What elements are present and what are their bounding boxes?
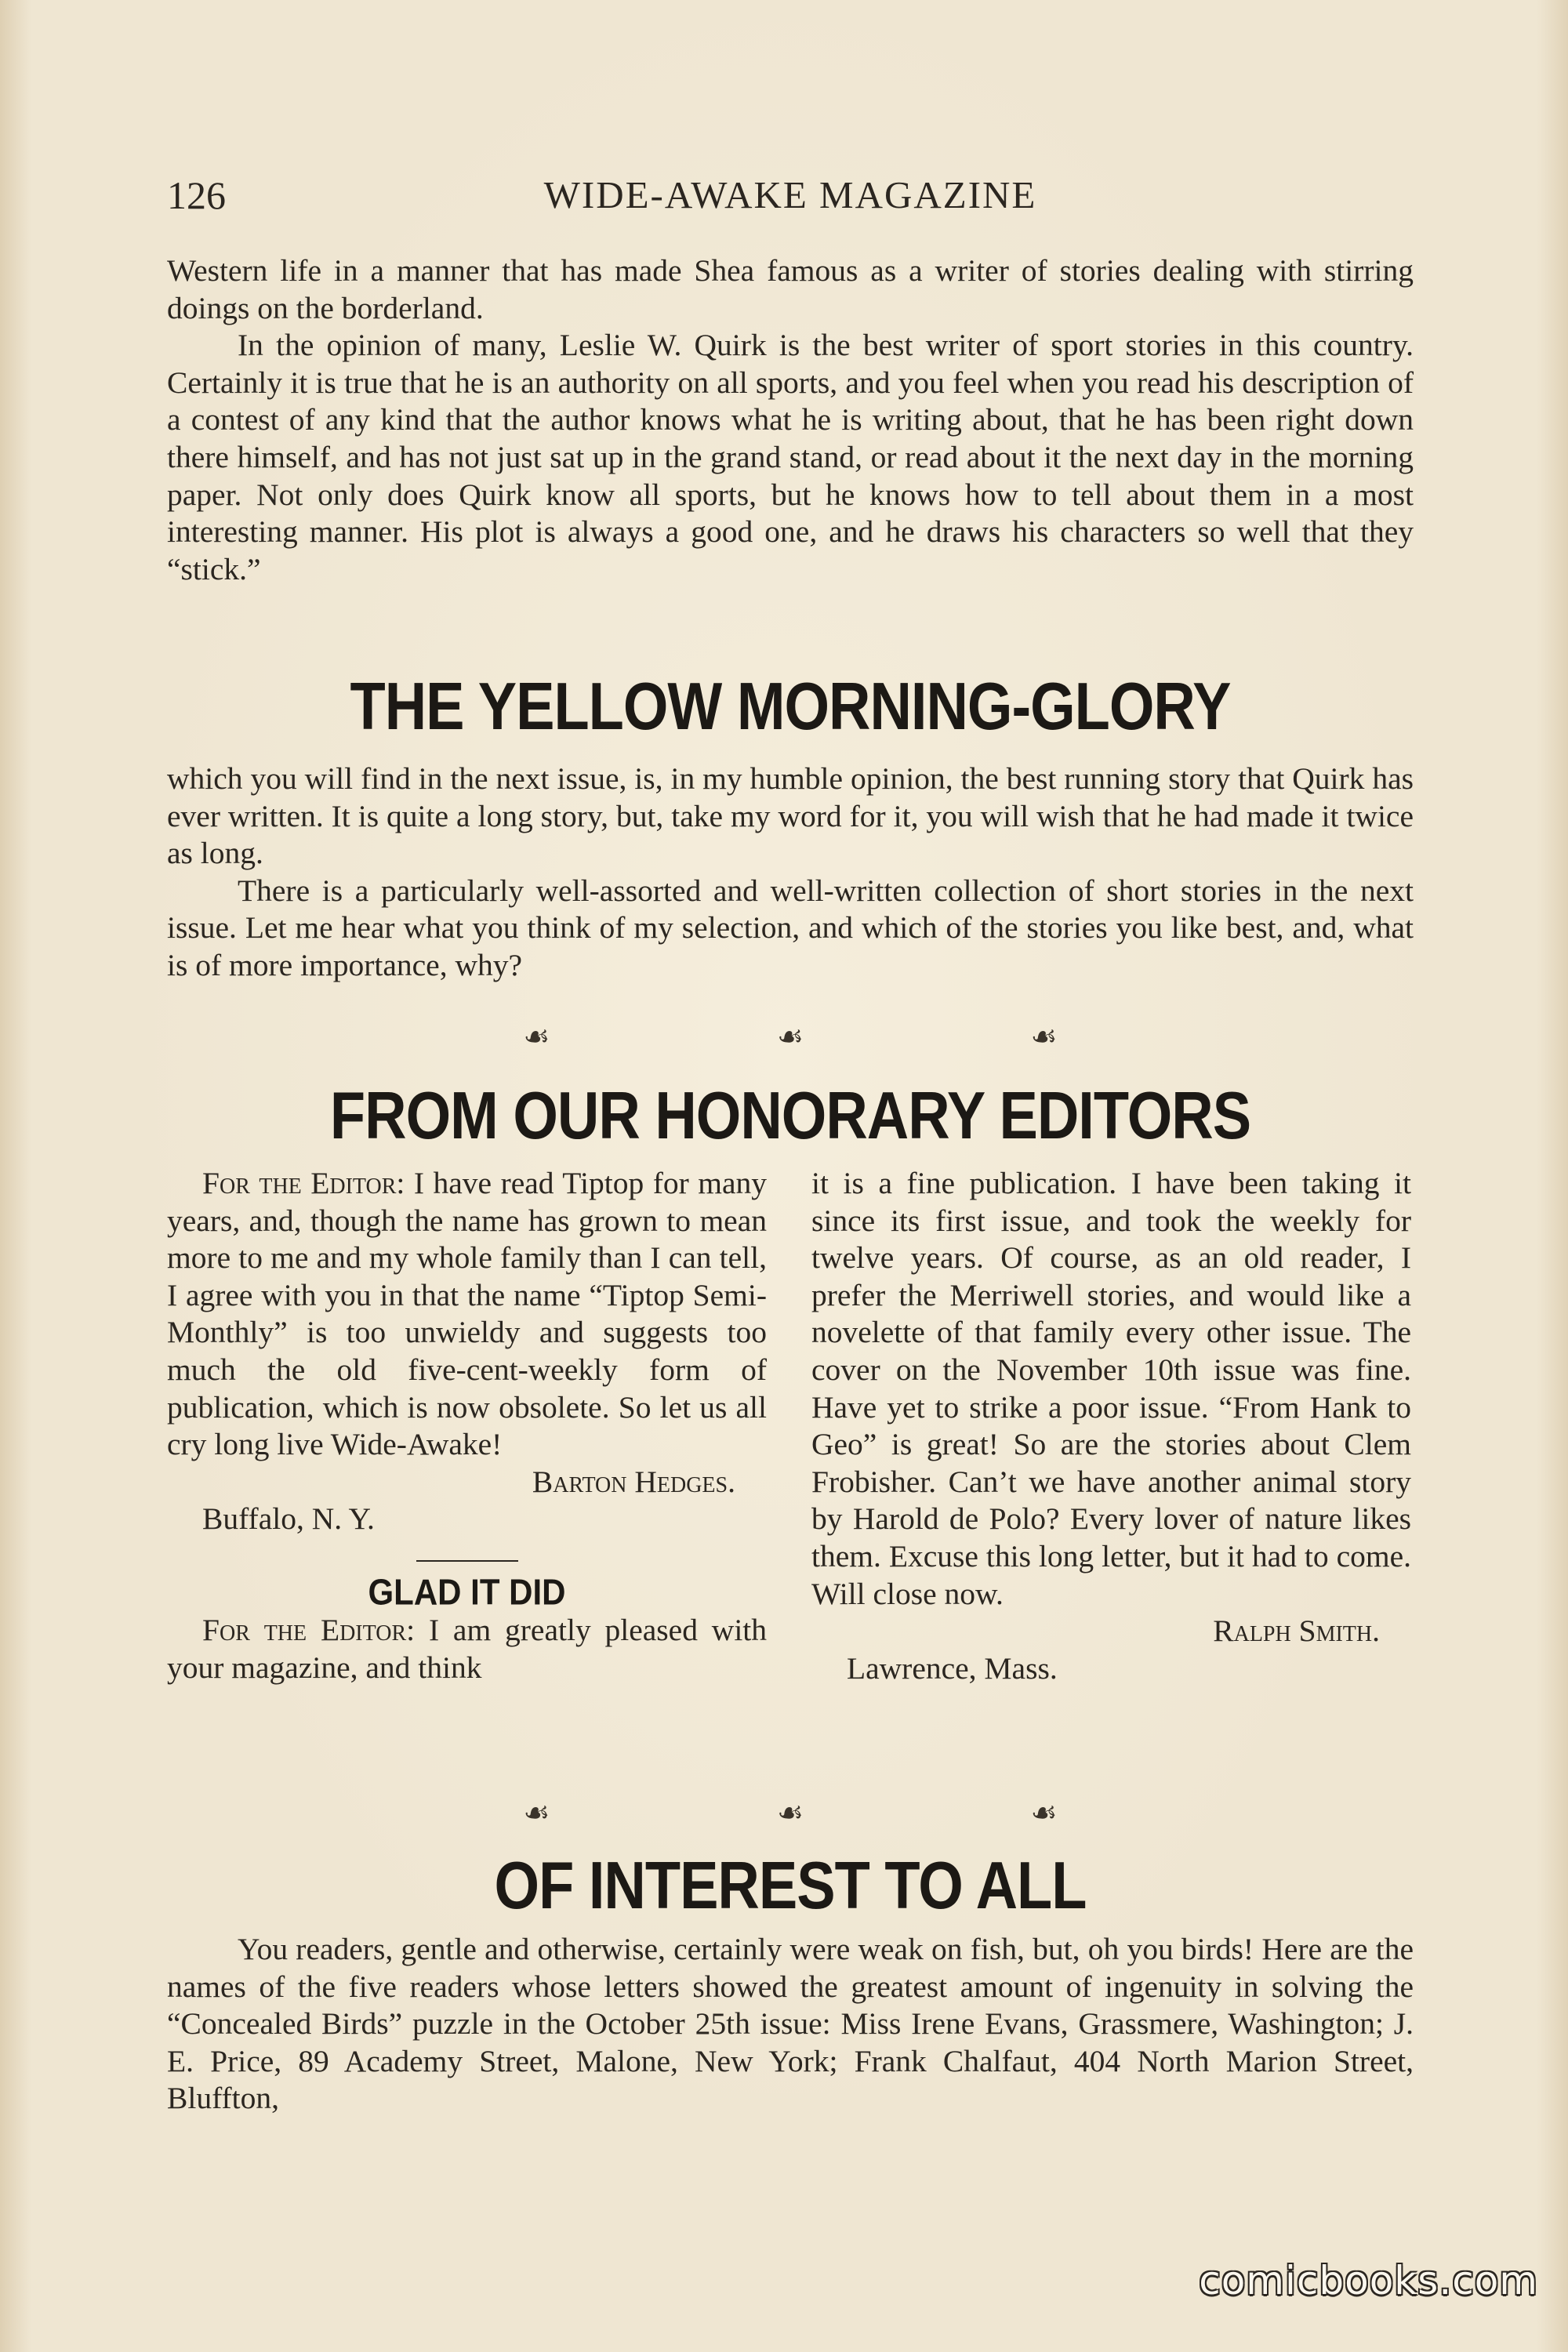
interest-heading: OF INTEREST TO ALL	[494, 1847, 1087, 1923]
letter-2-body-continued: it is a fine publication. I have been taking it since its first issue, and took the weekly for twelve years. Of course, as an old reader, I prefer the Merriwell stories, and would like a novelette of that family every other issue. The cover on the November 10th issue was fine. Have yet to strike a poor issue. “From Hank to Geo” is great! So are the stories about Clem Frobisher. Can’t we have another animal story by Harold de Polo? Every lover of nature likes them. Excuse this long letter, but it had to come. Will close now.	[811, 1166, 1411, 1611]
letter-2-signature: Ralph Smith.	[1213, 1613, 1380, 1649]
letter-2-salutation: For the Editor:	[202, 1612, 416, 1647]
editors-right-column	[811, 1165, 1411, 1687]
editors-left-column	[167, 1165, 767, 1686]
letter-1-signature: Barton Hedges.	[532, 1464, 735, 1499]
story-paragraph-2: There is a particularly well-assorted and well-written collection of short stories in the next issue. Let me hear what you think of my selection, and which of the stories you like best, and, what is of more importance, why?	[167, 873, 1414, 982]
interest-text	[167, 1931, 1414, 2118]
letter-1-text: I have read Tiptop for many years, and, though the name has grown to mean more to me and my whole family than I can tell, I agree with you in that the name “Tiptop Semi-Monthly” is too unwieldy and suggests too much the old five-cent-weekly form of publication, which is now obsolete. So let us all cry long live Wide-Awake!	[167, 1166, 768, 1462]
glad-it-did-subheading: GLAD IT DID	[368, 1571, 566, 1613]
editors-heading: FROM OUR HONORARY EDITORS	[329, 1077, 1251, 1153]
watermark-logo: comicbooks.com	[1199, 2258, 1538, 2303]
intro-paragraph-2: In the opinion of many, Leslie W. Quirk is the best writer of sport stories in this country. Certainly it is true that he is an authority on all sports, and you feel when you read his description of a contest of any kind that the author knows what he is writing about, that he has been right down there himself, and has not just sat up in the grand stand, or read about it the next day in the morning paper. Not only does Quirk know all sports, but he knows how to tell about them in a most interesting manner. His plot is always a good one, and he draws his characters so well that they “stick.”	[167, 328, 1414, 586]
intro-text	[167, 252, 1414, 588]
story-text	[167, 760, 1414, 985]
letter-1-place: Buffalo, N. Y.	[202, 1501, 375, 1537]
story-paragraph-1: which you will find in the next issue, is, in my humble opinion, the best running story that Quirk has ever written. It is quite a long story, but, take my word for it, you will wish that he had made it twice as long.	[167, 761, 1414, 871]
letter-2-body-start	[167, 1612, 767, 1686]
running-header	[167, 172, 1414, 227]
letter-1-body	[167, 1165, 767, 1464]
ornament-separator-2: ☙ ☙ ☙	[523, 1797, 1167, 1830]
page-number: 126	[167, 173, 226, 217]
divider-rule	[416, 1560, 518, 1562]
letter-2-place: Lawrence, Mass.	[847, 1650, 1058, 1686]
magazine-title: WIDE-AWAKE MAGAZINE	[543, 173, 1037, 216]
interest-paragraph-1: You readers, gentle and otherwise, certainly were weak on fish, but, oh you birds! Here are the names of the five readers whose letters showed the greatest amount of ingenuity in solving the “Concealed Birds” puzzle in the October 25th issue: Miss Irene Evans, Grassmere, Washington; J. E. Price, 89 Academy Street, Malone, New York; Frank Chalfaut, 404 North Marion Street, Bluffton,	[167, 1932, 1414, 2116]
letter-2-text-start: I am greatly pleased with your magazine, and think	[167, 1612, 768, 1685]
letter-1-salutation: For the Editor:	[202, 1166, 405, 1200]
intro-paragraph-1: Western life in a manner that has made Shea famous as a writer of stories dealing with stirring doings on the borderland.	[167, 253, 1414, 325]
story-heading: THE YELLOW MORNING-GLORY	[350, 668, 1231, 744]
ornament-separator: ☙ ☙ ☙	[523, 1021, 1167, 1054]
